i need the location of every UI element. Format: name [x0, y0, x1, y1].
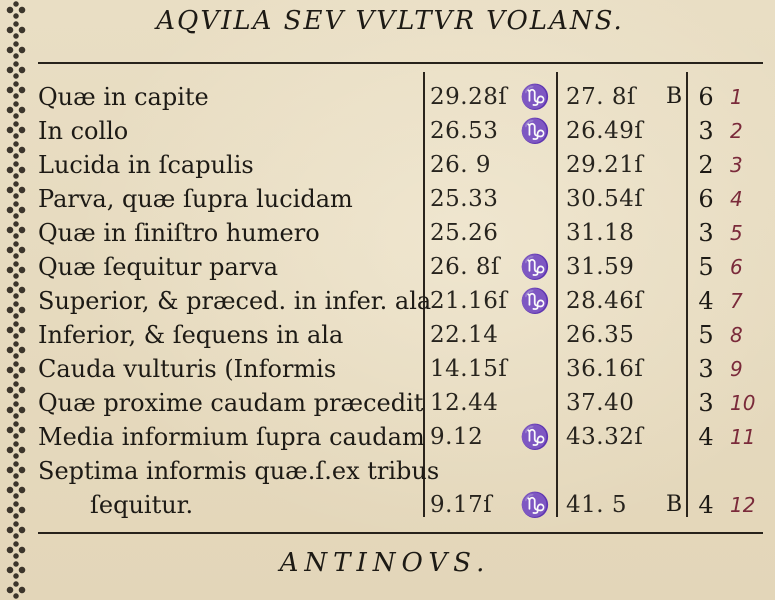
latitude-direction	[666, 182, 690, 216]
magnitude-value: 3	[698, 219, 714, 247]
star-name: In collo	[38, 117, 129, 145]
latitude-value: 26.49ſ	[566, 118, 644, 144]
latitude-value: 37.40	[566, 390, 635, 416]
handwritten-note: 1	[730, 85, 743, 109]
magnitude-value: 4	[698, 287, 714, 315]
latitude-direction	[666, 454, 690, 488]
capricorn-icon: ♑	[520, 117, 550, 145]
star-name: Quæ in ſiniſtro humero	[38, 219, 320, 247]
magnitude-value: 4	[698, 423, 714, 451]
table-row	[38, 352, 763, 386]
latitude-value: 30.54ſ	[566, 186, 644, 212]
latitude-direction: B	[666, 492, 683, 517]
table-row	[38, 420, 763, 454]
table-row	[38, 454, 763, 488]
capricorn-icon	[520, 352, 550, 386]
magnitude-value	[694, 454, 718, 488]
handwritten-note: 3	[730, 153, 743, 177]
table-row	[38, 488, 763, 522]
latitude-value: 27. 8ſ	[566, 84, 637, 110]
latitude-value: 43.32ſ	[566, 424, 644, 450]
latitude-direction	[666, 284, 690, 318]
table-row	[38, 318, 763, 352]
latitude-value: 26.35	[566, 322, 635, 348]
latitude-direction	[666, 216, 690, 250]
latitude-direction: B	[666, 84, 683, 109]
longitude-value: 14.15ſ	[430, 356, 508, 382]
handwritten-note: 9	[730, 357, 743, 381]
handwritten-note: 5	[730, 221, 743, 245]
longitude-value: 29.28ſ	[430, 84, 508, 110]
latitude-value: 36.16ſ	[566, 356, 644, 382]
longitude-value	[430, 454, 518, 488]
decorative-border	[0, 0, 36, 600]
longitude-value: 9.17ſ	[430, 492, 493, 518]
handwritten-note: 7	[730, 289, 743, 313]
capricorn-icon	[520, 454, 550, 488]
magnitude-value: 6	[698, 185, 714, 213]
latitude-value: 31.18	[566, 220, 635, 246]
magnitude-value: 5	[698, 321, 714, 349]
top-rule	[38, 62, 763, 64]
latitude-direction	[666, 352, 690, 386]
handwritten-note: 12	[730, 493, 756, 517]
handwritten-note	[730, 454, 770, 488]
capricorn-icon	[520, 318, 550, 352]
magnitude-value: 5	[698, 253, 714, 281]
magnitude-value: 2	[698, 151, 714, 179]
handwritten-note: 6	[730, 255, 743, 279]
longitude-value: 25.26	[430, 220, 499, 246]
table-row	[38, 80, 763, 114]
capricorn-icon: ♑	[520, 253, 550, 281]
longitude-value: 22.14	[430, 322, 499, 348]
star-name: Media informium ſupra caudam	[38, 423, 425, 451]
magnitude-value: 3	[698, 355, 714, 383]
handwritten-note: 8	[730, 323, 743, 347]
latitude-direction	[666, 386, 690, 420]
magnitude-value: 6	[698, 83, 714, 111]
table-row	[38, 216, 763, 250]
star-name: Cauda vulturis (Informis	[38, 355, 337, 383]
latitude-direction	[666, 148, 690, 182]
magnitude-value: 4	[698, 491, 714, 519]
handwritten-note: 4	[730, 187, 743, 211]
latitude-value: 28.46ſ	[566, 288, 644, 314]
star-name: Quæ ſequitur parva	[38, 253, 279, 281]
latitude-direction	[666, 318, 690, 352]
capricorn-icon	[520, 386, 550, 420]
latitude-value: 41. 5	[566, 492, 628, 518]
magnitude-value: 3	[698, 389, 714, 417]
table-row	[38, 386, 763, 420]
star-name: Quæ in capite	[38, 83, 209, 111]
latitude-value	[566, 454, 666, 488]
star-name: ſequitur.	[90, 491, 194, 519]
longitude-value: 12.44	[430, 390, 499, 416]
handwritten-note: 11	[730, 425, 756, 449]
table-row	[38, 114, 763, 148]
capricorn-icon: ♑	[520, 423, 550, 451]
longitude-value: 21.16ſ	[430, 288, 508, 314]
longitude-value: 26.53	[430, 118, 499, 144]
longitude-value: 25.33	[430, 186, 499, 212]
latitude-direction	[666, 420, 690, 454]
longitude-value: 26. 8ſ	[430, 254, 501, 280]
capricorn-icon	[520, 148, 550, 182]
latitude-direction	[666, 114, 690, 148]
table-row	[38, 182, 763, 216]
capricorn-icon: ♑	[520, 491, 550, 519]
star-name: Lucida in ſcapulis	[38, 151, 254, 179]
latitude-value: 29.21ſ	[566, 152, 644, 178]
bottom-rule	[38, 532, 763, 534]
capricorn-icon: ♑	[520, 287, 550, 315]
longitude-value: 26. 9	[430, 152, 492, 178]
magnitude-value: 3	[698, 117, 714, 145]
table-row	[38, 148, 763, 182]
handwritten-note: 10	[730, 391, 756, 415]
handwritten-note: 2	[730, 119, 743, 143]
star-name: Quæ proxime caudam præcedit	[38, 389, 424, 417]
star-name: Superior, & præced. in infer. ala	[38, 287, 432, 315]
table-row	[38, 250, 763, 284]
capricorn-icon: ♑	[520, 83, 550, 111]
star-name: Inferior, & ſequens in ala	[38, 321, 344, 349]
table-row	[38, 284, 763, 318]
star-name: Septima informis quæ.ſ.ex tribus	[38, 457, 440, 485]
longitude-value: 9.12	[430, 424, 484, 450]
next-section-title: ANTINOVS.	[279, 548, 491, 578]
latitude-direction	[666, 250, 690, 284]
star-catalog-table	[38, 72, 763, 532]
capricorn-icon	[520, 216, 550, 250]
capricorn-icon	[520, 182, 550, 216]
latitude-value: 31.59	[566, 254, 635, 280]
constellation-title: AQVILA SEV VVLTVR VOLANS.	[156, 6, 624, 36]
star-name: Parva, quæ ſupra lucidam	[38, 185, 353, 213]
